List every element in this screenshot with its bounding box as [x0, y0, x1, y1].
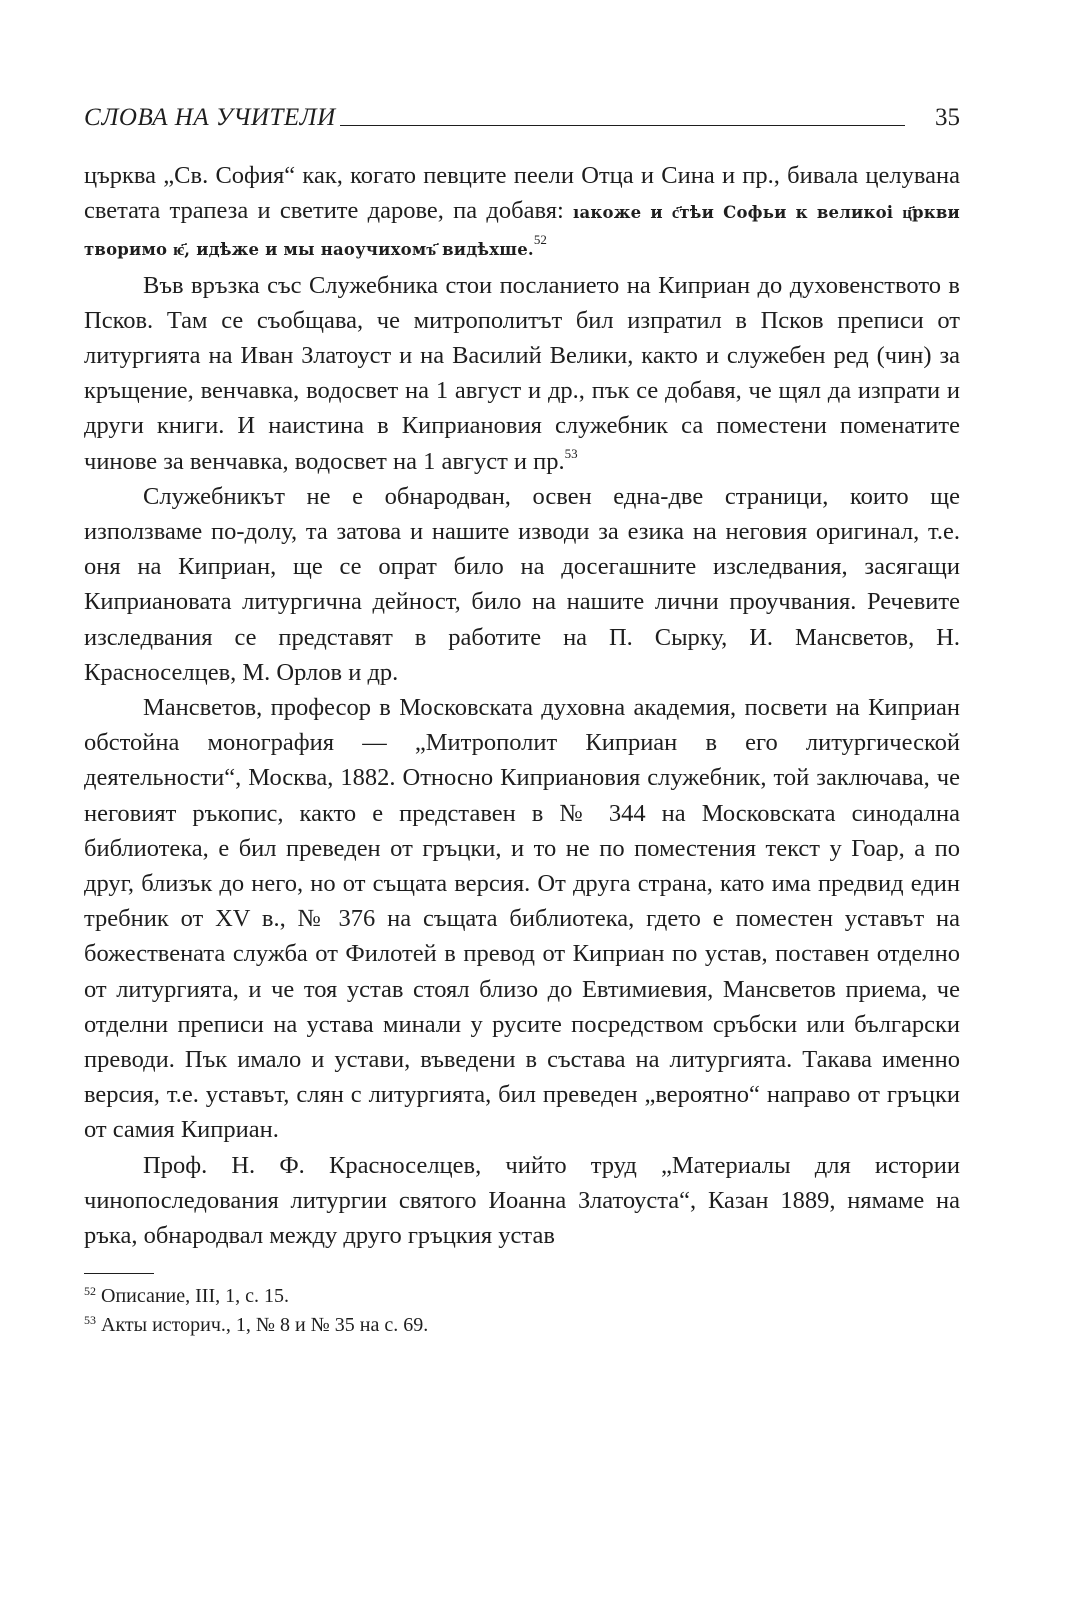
paragraph-3-text: Служебникът не е обнародван, освен една-две страници, които ще използваме по-долу, та затова и нашите изводи за езика на неговия оригинал, т.е. оня на Киприан, ще се опрат било на досегашните изследвания, засягащи Киприановата литургична дейност, било на нашите лични проучвания. Речевите изследвания се представят в работите на П. Сырку, И. Мансветов, Н. Красноселцев, М. Орлов и др. — [84, 482, 960, 686]
paragraph-2-text: Във връзка със Служебника стои посланието на Киприан до духовенството в Псков. Там се съобщава, че митрополитът бил изпратил в Псков преписи от литургията на Иван Златоуст и на Василий Велики, както и служебен ред (чин) за кръщение, венчавка, водосвет на 1 август и др., пък се добавя, че щял да изпрати и други книги. И наистина в Киприановия служебник са поместени поменатите чинове за венчавка, водосвет на 1 август и пр. — [84, 271, 960, 475]
paragraph-1 — [84, 158, 960, 268]
paragraph-4 — [84, 690, 960, 1148]
footnote-text: Описание, III, 1, с. 15. — [101, 1285, 289, 1308]
running-head-rule — [340, 125, 905, 126]
paragraph-4-text: Мансветов, професор в Московската духовна академия, посвети на Киприан обстойна монография — „Митрополит Киприан в его литургической деятельности“, Москва, 1882. Относно Киприановия служебник, той заключава, че неговият ръкопис, както е представен в № 344 на Московската синодална библиотека, е бил преведен от гръцки, и то не по поместения текст у Гоар, а по друг, близък до него, но от същата версия. От друга страна, като има предвид един требник от XV в., № 376 на същата библиотека, гдето е поместен уставът на божествената служба от Филотей в превод от Киприан по устав, поставен отделно от литургията, и че тоя устав стоял близо до Евтимиевия, Мансветов приема, че отделни преписи на устава минали у русите посредством сръбски или български преводи. Пък имало и устави, въведени в състава на литургията. Такава именно версия, т.е. уставът, слян с литургията, бил преведен „вероятно“ направо от гръцки от самия Киприан. — [84, 694, 960, 1144]
body-text — [84, 158, 960, 1253]
footnote-mark: 52 — [84, 1284, 96, 1299]
footnote-ref-53: 53 — [564, 445, 578, 461]
paragraph-2 — [84, 268, 960, 479]
paragraph-3 — [84, 479, 960, 690]
footnote-text: Акты историч., 1, № 8 и № 35 на с. 69. — [101, 1314, 429, 1337]
footnote-rule — [84, 1273, 154, 1274]
paragraph-5 — [84, 1148, 960, 1254]
footnote-53 — [84, 1311, 960, 1340]
paragraph-1-text: църква „Св. София“ как, когато певците пеели Отца и Сина и пр., бивала целувана светата трапеза и светите дарове, па добавя: — [84, 162, 960, 225]
footnote-52 — [84, 1282, 960, 1311]
footnotes — [84, 1282, 960, 1340]
footnote-mark: 53 — [84, 1313, 96, 1328]
paragraph-5-text: Проф. Н. Ф. Красноселцев, чийто труд „Материалы для истории чинопоследования литургии святого Иоанна Златоуста“, Казан 1889, нямаме на ръка, обнародвал между друго гръцкия устав — [84, 1151, 960, 1250]
running-head-title: СЛОВА НА УЧИТЕЛИ — [84, 104, 336, 131]
church-slavonic-quote: ıакоже и с҃тѣи Софьи к великоі ц҃ркви творимо ѥ҃, идѣже и мы наоучихомъ҃ видѣхше. — [84, 203, 960, 260]
page-number: 35 — [935, 104, 960, 131]
running-head — [84, 88, 960, 132]
footnote-ref-52: 52 — [533, 232, 547, 248]
